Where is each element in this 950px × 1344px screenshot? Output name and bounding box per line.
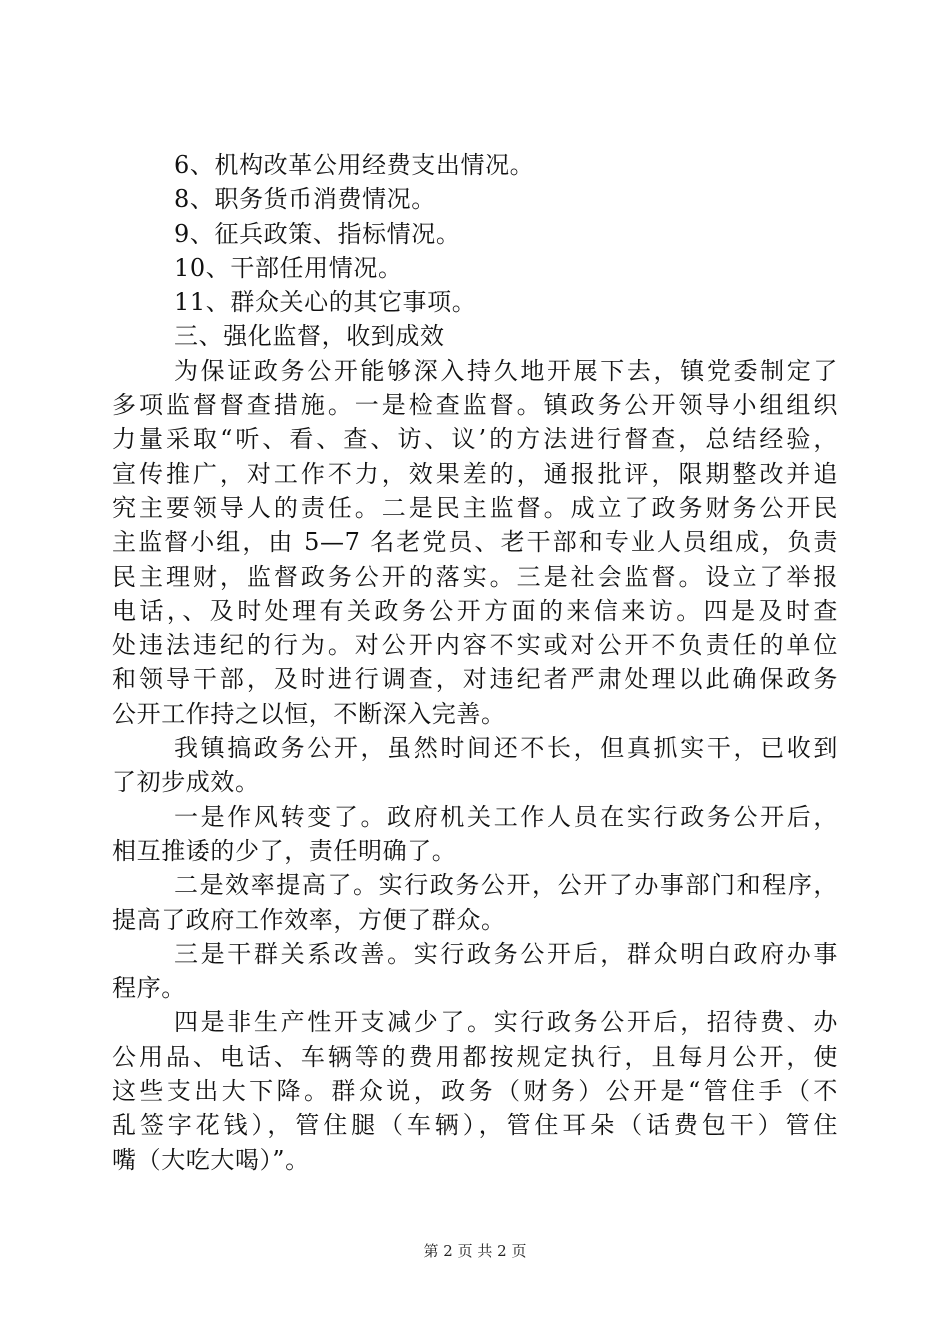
text-line: 电话，、及时处理有关政务公开方面的来信来访。四是及时查 xyxy=(112,596,838,625)
text-line: 民主理财，监督政务公开的落实。三是社会监督。设立了举报 xyxy=(112,562,838,591)
text-line: 提高了政府工作效率，方便了群众。 xyxy=(112,905,506,934)
text-line: 力量采取“听、看、查、访、议’的方法进行督查，总结经验， xyxy=(112,425,838,454)
text-line: 这些支出大下降。群众说，政务（财务）公开是“管住手（不 xyxy=(112,1077,838,1106)
text-line: 公开工作持之以恒，不断深入完善。 xyxy=(112,699,506,728)
text-line: 三是干群关系改善。实行政务公开后，群众明白政府办事 xyxy=(174,939,838,968)
text-line: 8、职务货币消费情况。 xyxy=(174,185,436,214)
text-line: 嘴（大吃大喝）”。 xyxy=(112,1145,310,1174)
text-line: 一是作风转变了。政府机关工作人员在实行政务公开后， xyxy=(174,802,838,831)
text-line: 相互推诿的少了，责任明确了。 xyxy=(112,836,457,865)
text-line: 9、征兵政策、指标情况。 xyxy=(174,219,461,248)
text-line: 处违法违纪的行为。对公开内容不实或对公开不负责任的单位 xyxy=(112,631,838,660)
text-line: 宣传推广，对工作不力，效果差的，通报批评，限期整改并追 xyxy=(112,459,838,488)
text-line: 究主要领导人的责任。二是民主监督。成立了政务财务公开民 xyxy=(112,493,838,522)
text-line: 6、机构改革公用经费支出情况。 xyxy=(174,151,535,179)
text-line: 公用品、电话、车辆等的费用都按规定执行，且每月公开，使 xyxy=(112,1042,838,1071)
text-line: 二是效率提高了。实行政务公开，公开了办事部门和程序， xyxy=(174,871,838,900)
text-line: 我镇搞政务公开，虽然时间还不长，但真抓实干，已收到 xyxy=(174,734,838,763)
text-line: 主监督小组，由 5—7 名老党员、老干部和专业人员组成，负责 xyxy=(112,528,838,557)
page-footer: 第 2 页 共 2 页 xyxy=(423,1242,527,1260)
text-line: 了初步成效。 xyxy=(112,768,260,797)
text-line: 为保证政务公开能够深入持久地开展下去，镇党委制定了 xyxy=(174,356,838,385)
text-line: 三、强化监督，收到成效 xyxy=(174,322,445,351)
text-line: 乱签字花钱），管住腿（车辆），管住耳朵（话费包干）管住 xyxy=(112,1111,838,1140)
text-line: 四是非生产性开支减少了。实行政务公开后，招待费、办 xyxy=(174,1008,838,1037)
text-line: 多项监督督查措施。一是检查监督。镇政务公开领导小组组织 xyxy=(112,391,838,420)
text-line: 10、干部任用情况。 xyxy=(174,253,403,282)
document-body xyxy=(112,148,838,1177)
text-line: 和领导干部，及时进行调查，对违纪者严肃处理以此确保政务 xyxy=(112,665,838,694)
text-line: 程序。 xyxy=(112,974,186,1003)
text-line: 11、群众关心的其它事项。 xyxy=(174,288,477,317)
